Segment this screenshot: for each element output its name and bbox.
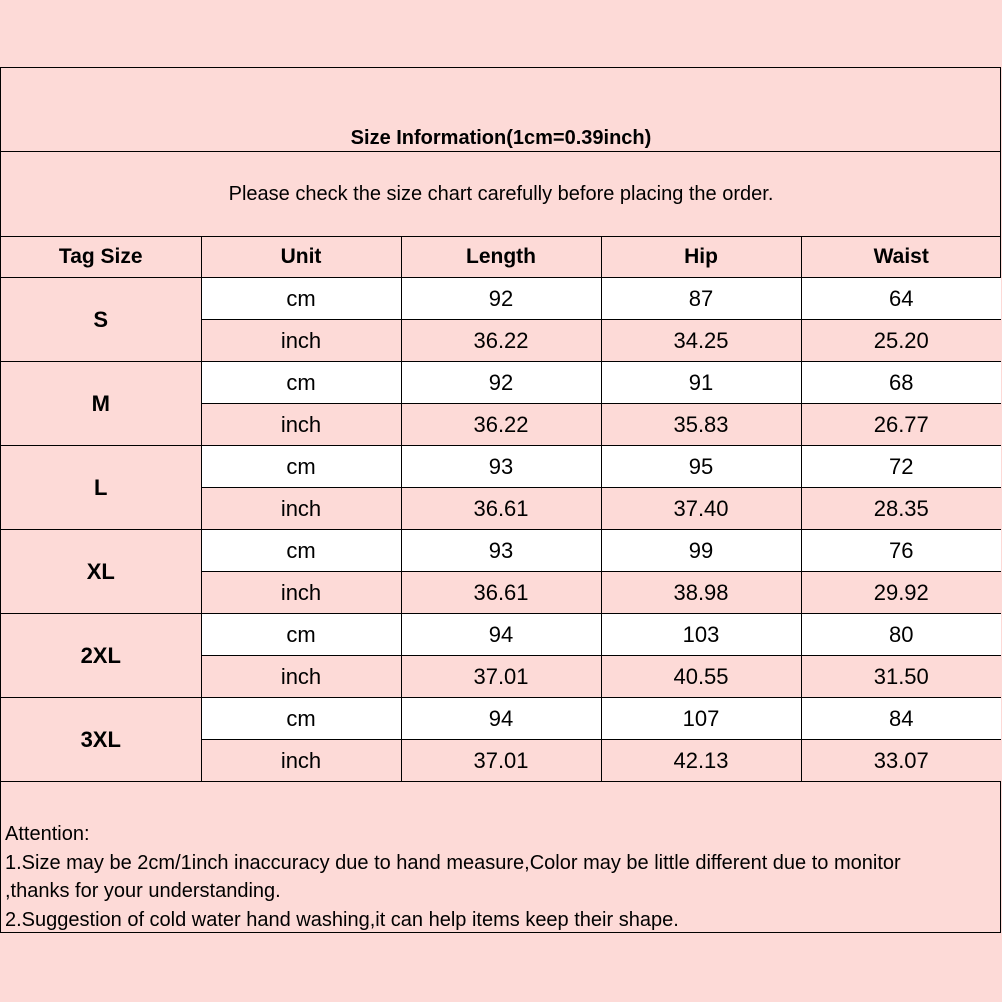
header-row [1,236,1001,278]
waist-cell: 72 [801,446,1001,488]
subtitle-cell [1,152,1001,237]
tag-size-cell: 2XL [1,614,201,698]
tag-size-cell: XL [1,530,201,614]
header-tag-size: Tag Size [1,236,201,278]
hip-cell: 91 [601,362,801,404]
hip-cell: 87 [601,278,801,320]
notes-line-1: 1.Size may be 2cm/1inch inaccuracy due to hand measure,Color may be little different due to monitor [5,851,901,874]
length-cell: 37.01 [401,656,601,698]
notes-heading: Attention: [5,823,90,845]
title-cell [1,68,1001,152]
length-cell: 94 [401,614,601,656]
table-row [1,362,1001,404]
unit-cell: inch [201,488,401,530]
hip-cell: 35.83 [601,404,801,446]
unit-cell: cm [201,614,401,656]
waist-cell: 28.35 [801,488,1001,530]
waist-cell: 31.50 [801,656,1001,698]
length-cell: 37.01 [401,740,601,782]
waist-cell: 64 [801,278,1001,320]
hip-cell: 38.98 [601,572,801,614]
hip-cell: 40.55 [601,656,801,698]
tag-size-cell: M [1,362,201,446]
notes-line-3: 2.Suggestion of cold water hand washing,it can help items keep their shape. [5,908,679,931]
header-length: Length [401,236,601,278]
length-cell: 92 [401,278,601,320]
waist-cell: 80 [801,614,1001,656]
attention-notes [5,820,995,934]
tag-size-cell: L [1,446,201,530]
waist-cell: 29.92 [801,572,1001,614]
unit-cell: inch [201,404,401,446]
table-row [1,614,1001,656]
hip-cell: 34.25 [601,320,801,362]
table-row [1,278,1001,320]
unit-cell: cm [201,362,401,404]
length-cell: 36.22 [401,320,601,362]
unit-cell: inch [201,740,401,782]
unit-cell: inch [201,320,401,362]
waist-cell: 76 [801,530,1001,572]
header-unit: Unit [201,236,401,278]
hip-cell: 37.40 [601,488,801,530]
length-cell: 36.61 [401,488,601,530]
length-cell: 93 [401,530,601,572]
hip-cell: 42.13 [601,740,801,782]
table-row [1,530,1001,572]
length-cell: 36.61 [401,572,601,614]
hip-cell: 99 [601,530,801,572]
waist-cell: 84 [801,698,1001,740]
unit-cell: cm [201,278,401,320]
header-hip: Hip [601,236,801,278]
hip-cell: 103 [601,614,801,656]
notes-line-2: ,thanks for your understanding. [5,880,281,902]
length-cell: 92 [401,362,601,404]
unit-cell: cm [201,530,401,572]
table-row [1,446,1001,488]
page-title: Size Information(1cm=0.39inch) [350,127,652,149]
tag-size-cell: 3XL [1,698,201,782]
page-subtitle: Please check the size chart carefully before placing the order. [228,183,774,205]
waist-cell: 33.07 [801,740,1001,782]
waist-cell: 68 [801,362,1001,404]
length-cell: 94 [401,698,601,740]
tag-size-cell: S [1,278,201,362]
unit-cell: cm [201,698,401,740]
unit-cell: cm [201,446,401,488]
length-cell: 36.22 [401,404,601,446]
hip-cell: 107 [601,698,801,740]
table-row [1,698,1001,740]
unit-cell: inch [201,572,401,614]
waist-cell: 25.20 [801,320,1001,362]
size-chart-sheet [0,67,1001,933]
waist-cell: 26.77 [801,404,1001,446]
length-cell: 93 [401,446,601,488]
hip-cell: 95 [601,446,801,488]
unit-cell: inch [201,656,401,698]
size-table [1,236,1001,782]
header-waist: Waist [801,236,1001,278]
